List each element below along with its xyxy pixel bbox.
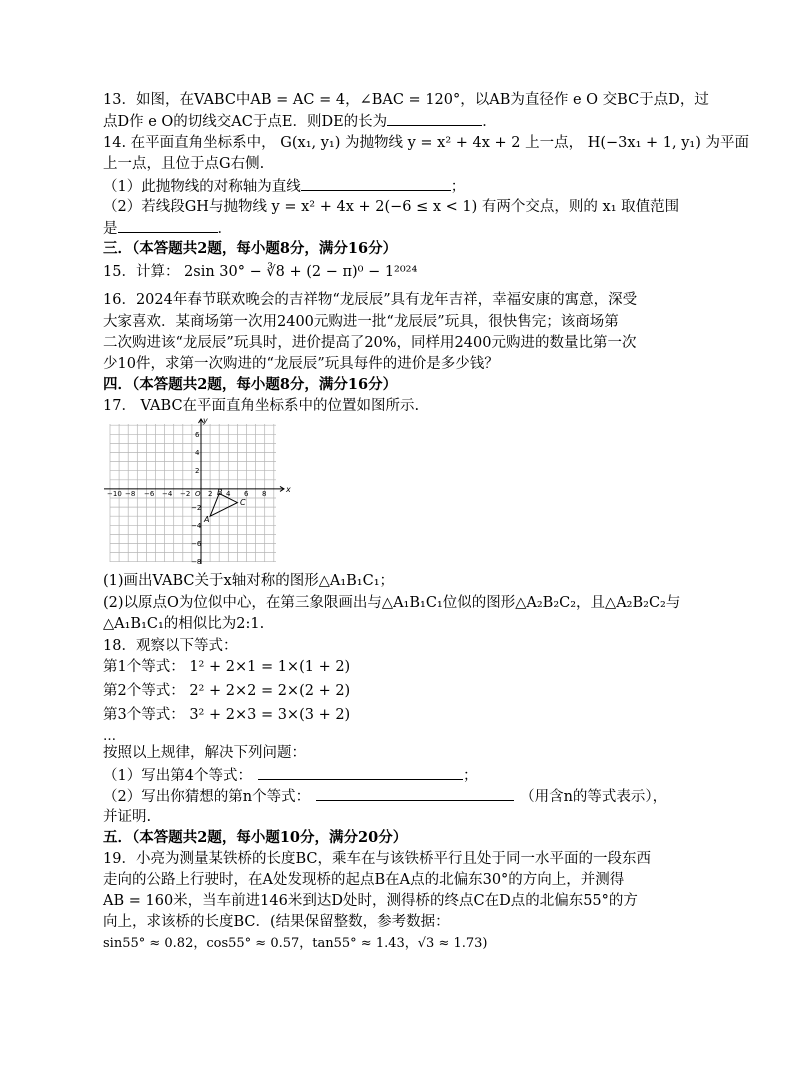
q16-line3: 二次购进该“龙辰辰”玩具时，进价提高了20%，同样用2400元购进的数量比第一次 xyxy=(103,335,637,351)
y-tick-label: 6 xyxy=(195,431,200,439)
y-tick-label: −6 xyxy=(191,540,202,548)
q14-line2: 上一点，且位于点G右侧. xyxy=(103,156,265,172)
q19-line3: AB = 160米，当车前进146米到达D处时，测得桥的终点C在D点的北偏东55°的方 xyxy=(103,893,638,909)
q13-line1: 13．如图，在VABC中AB = AC = 4，∠BAC = 120°，以AB为直径作 e O 交BC于点D，过 xyxy=(103,92,709,108)
q14-part1-text: （1）此抛物线的对称轴为直线 xyxy=(103,179,301,195)
q18-part2-blank[interactable] xyxy=(316,786,514,801)
q18-rule: 按照以上规律，解决下列问题： xyxy=(103,745,306,761)
q14-part1-end: ； xyxy=(450,179,466,195)
q14-part2-cont-text: 是 xyxy=(103,221,118,237)
section-4-title: 四．（本答题共2题，每小题8分，满分16分） xyxy=(103,376,398,393)
q16-line1: 16．2024年春节联欢晚会的吉祥物“龙辰辰”具有龙年吉祥，幸福安康的寓意，深受 xyxy=(103,292,638,308)
q14-part1 xyxy=(103,176,465,197)
q13-line2 xyxy=(103,111,497,132)
vertex-c-label: C xyxy=(240,498,246,507)
q14-part2-cont xyxy=(103,218,232,239)
q18-part2 xyxy=(103,786,667,807)
section-5-title: 五．（本答题共2题，每小题10分，满分20分） xyxy=(103,829,408,846)
q17-part2-line2: △A₁B₁C₁的相似比为2:1. xyxy=(103,616,265,632)
q19-line2: 走向的公路上行驶时，在A处发现桥的起点B在A点的北偏东30°的方向上，并测得 xyxy=(103,872,625,888)
y-tick-label: −4 xyxy=(191,522,202,530)
q19-line1: 19．小亮为测量某铁桥的长度BC，乘车在与该铁桥平行且处于同一水平面的一段东西 xyxy=(103,851,651,867)
q18-eq1: 第1个等式： 1² + 2×1 = 1×(1 + 2) xyxy=(103,659,351,675)
q13-answer-blank[interactable] xyxy=(387,111,482,126)
q18-part1-blank[interactable] xyxy=(258,765,463,780)
x-tick-label: −2 xyxy=(180,490,191,498)
q18-intro: 18．观察以下等式： xyxy=(103,638,238,654)
x-tick-labels xyxy=(107,490,266,498)
q17-part1: (1)画出VABC关于x轴对称的图形△A₁B₁C₁； xyxy=(103,573,395,589)
x-tick-label: −6 xyxy=(144,490,155,498)
y-tick-label: 2 xyxy=(195,467,200,475)
q14-part2-blank[interactable] xyxy=(118,218,218,233)
q14-part2-cont-end: ． xyxy=(217,221,232,237)
q13-line2-text: 点D作 e O的切线交AC于点E．则DE的长为 xyxy=(103,114,388,130)
q16-line2: 大家喜欢．某商场第一次用2400元购进一批“龙辰辰”玩具，很快售完；该商场第 xyxy=(103,314,619,330)
y-axis-label: y xyxy=(203,416,208,425)
q18-part2-text: （2）写出你猜想的第n个等式： xyxy=(103,789,311,805)
q18-part1 xyxy=(103,765,477,786)
x-tick-label: −10 xyxy=(107,490,122,498)
x-tick-label: −8 xyxy=(125,490,136,498)
q18-dots: … xyxy=(103,729,116,744)
q19-reference-data: sin55° ≈ 0.82，cos55° ≈ 0.57，tan55° ≈ 1.43，√3 ≈ 1.73) xyxy=(103,936,488,951)
q18-part2-cont: 并证明. xyxy=(103,809,152,825)
q18-eq3: 第3个等式： 3² + 2×3 = 3×(3 + 2) xyxy=(103,707,351,723)
q16-line4: 少10件，求第一次购进的“龙辰辰”玩具每件的进价是多少钱？ xyxy=(103,356,499,372)
coordinate-grid-figure xyxy=(100,416,290,566)
y-tick-labels xyxy=(191,431,202,566)
q14-line1: 14. 在平面直角坐标系中， G(x₁, y₁) 为抛物线 y = x² + 4x + 2 上一点， H(−3x₁ + 1, y₁) 为平面 xyxy=(103,135,749,151)
x-tick-label: 4 xyxy=(226,490,231,498)
q13-line2-end: ． xyxy=(482,114,497,130)
q14-part1-blank[interactable] xyxy=(301,176,451,191)
section-3-title: 三．（本答题共2题，每小题8分，满分16分） xyxy=(103,240,398,257)
x-axis-label: x xyxy=(286,485,291,494)
q18-part1-end: ； xyxy=(462,768,478,784)
x-tick-label: 8 xyxy=(262,490,267,498)
x-tick-label: −4 xyxy=(162,490,173,498)
q19-line4: 向上，求该桥的长度BC．(结果保留整数，参考数据： xyxy=(103,914,450,930)
q17-part2-line1: (2)以原点O为位似中心，在第三象限画出与△A₁B₁C₁位似的图形△A₂B₂C₂，且△A₂B₂C₂与 xyxy=(103,595,681,611)
y-tick-label: −8 xyxy=(191,558,202,566)
q18-part2-hint: （用含n的等式表示）， xyxy=(520,789,668,805)
vertex-b-label: B xyxy=(217,488,223,497)
y-tick-label: −2 xyxy=(191,504,202,512)
q18-eq2: 第2个等式： 2² + 2×2 = 2×(2 + 2) xyxy=(103,683,351,699)
vertex-a-label: A xyxy=(204,515,210,524)
q15-text: 15．计算： 2sin 30° − ∛8 + (2 − π)⁰ − 1²⁰²⁴ xyxy=(103,264,418,280)
q17-intro: 17． VABC在平面直角坐标系中的位置如图所示. xyxy=(103,398,420,414)
x-tick-label: 2 xyxy=(208,490,213,498)
q14-part2: （2）若线段GH与抛物线 y = x² + 4x + 2(−6 ≤ x < 1) 有两个交点，则的 x₁ 取值范围 xyxy=(103,199,680,215)
x-tick-label: 6 xyxy=(244,490,249,498)
y-tick-label: 4 xyxy=(195,449,200,457)
q18-part1-text: （1）写出第4个等式： xyxy=(103,768,252,784)
triangle-abc xyxy=(210,494,237,517)
origin-label: O xyxy=(195,490,201,498)
